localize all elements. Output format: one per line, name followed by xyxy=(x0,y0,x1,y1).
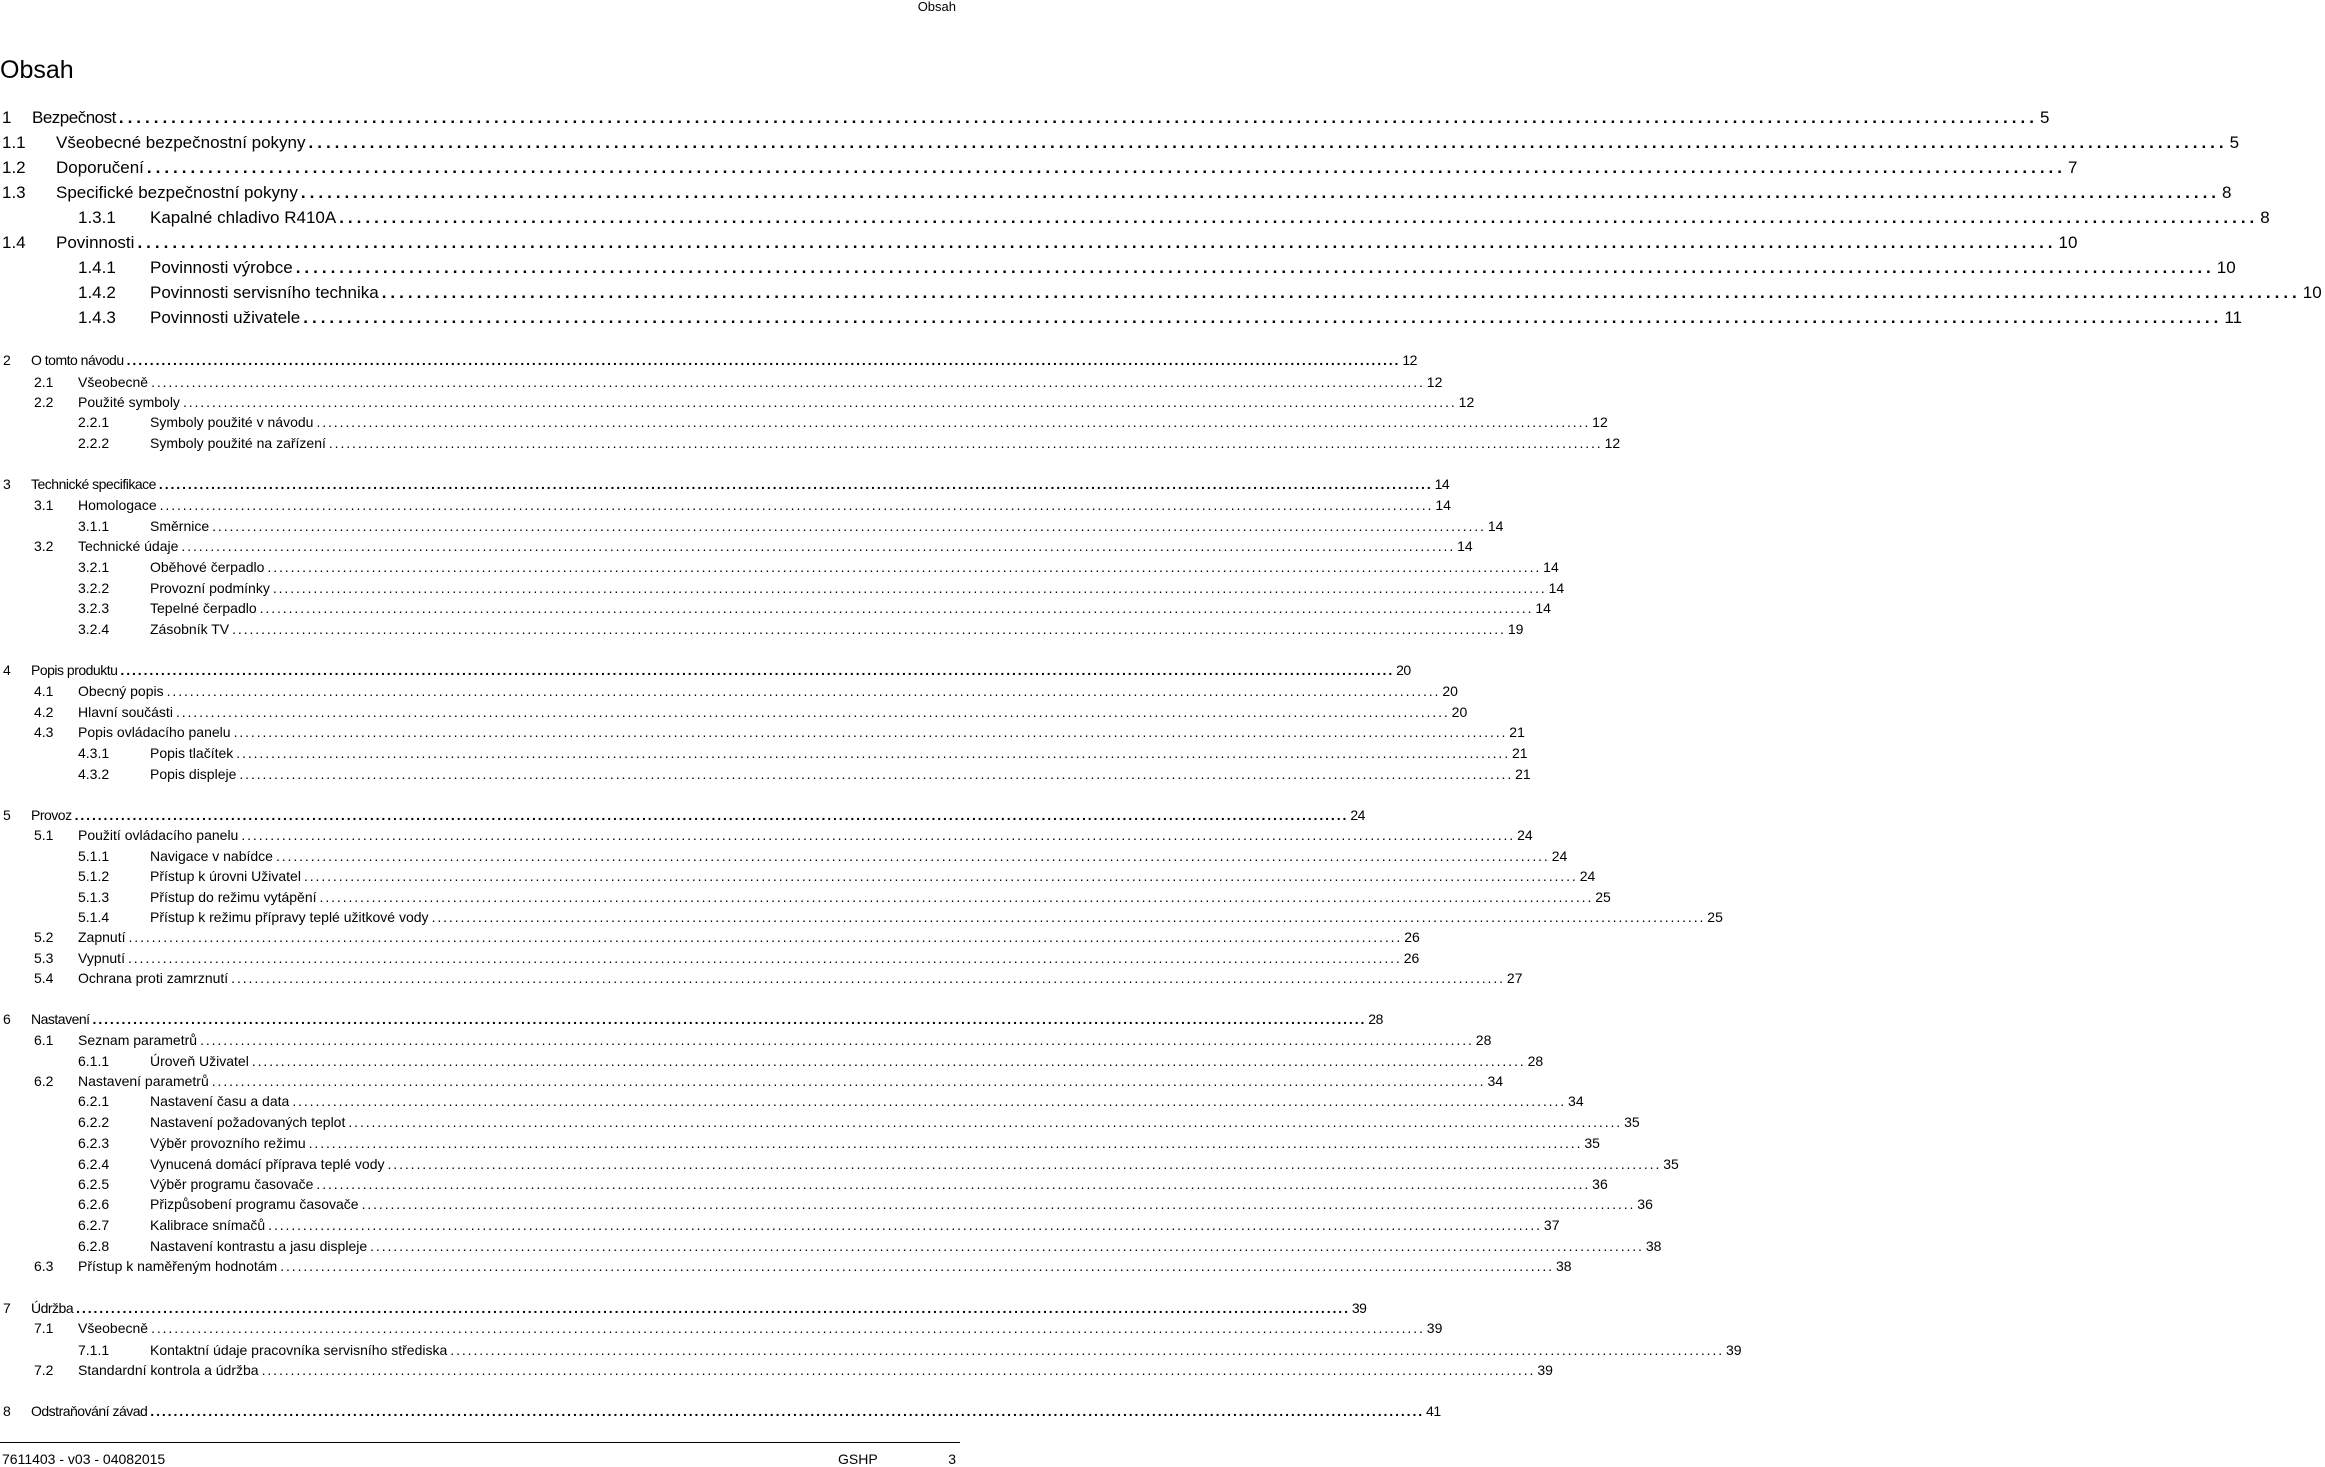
toc-entry-number: 4 xyxy=(3,662,11,678)
toc-entry[interactable] xyxy=(0,283,2322,303)
toc-entry-page: 24 xyxy=(1517,827,1533,843)
toc-entry[interactable] xyxy=(0,662,1411,678)
toc-entry-title: Všeobecné bezpečnostní pokyny xyxy=(56,133,306,152)
toc-entry-page: 27 xyxy=(1506,970,1523,986)
toc-entry-title: Specifické bezpečnostní pokyny xyxy=(56,183,298,202)
toc-entry-page: 14 xyxy=(1543,559,1559,575)
toc-entry[interactable] xyxy=(0,308,2243,328)
toc-dot-leader: ............................................................................................................................................................................................................................ xyxy=(120,662,1395,678)
toc-entry-number: 6.2.4 xyxy=(78,1156,110,1172)
toc-entry-title: Povinnosti servisního technika xyxy=(150,283,379,302)
toc-entry-number: 6.2.7 xyxy=(78,1217,110,1233)
toc-dot-leader: ............................................................................................................................................................................................................................ xyxy=(316,414,1591,430)
toc-entry-number: 4.3 xyxy=(34,724,54,740)
toc-entry-page: 20 xyxy=(1442,683,1458,699)
toc-entry-title: Vynucená domácí příprava teplé vody xyxy=(150,1156,385,1172)
toc-dot-leader: ............................................................................................................................................................................................................................ xyxy=(450,1342,1725,1358)
toc-entry-page: 24 xyxy=(1579,868,1596,884)
toc-dot-leader: ............................................................................................................................................................................................................................ xyxy=(127,950,1402,966)
toc-entry-page: 34 xyxy=(1487,1073,1504,1089)
toc-entry-number: 2 xyxy=(3,352,11,368)
toc-entry[interactable] xyxy=(0,559,1559,575)
toc-entry-page: 12 xyxy=(1402,352,1417,368)
toc-entry-number: 6.1.1 xyxy=(78,1053,110,1069)
toc-entry-title: Symboly použité na zařízení xyxy=(150,435,326,451)
toc-entry-page: 34 xyxy=(1568,1093,1584,1109)
toc-entry-number: 1.3.1 xyxy=(78,208,116,227)
toc-entry-title: Zásobník TV xyxy=(150,621,230,637)
toc-entry[interactable] xyxy=(0,1135,1600,1151)
toc-dot-leader: ............................................................................................................................................................................................................................ xyxy=(137,233,2057,252)
toc-entry[interactable] xyxy=(0,1238,1662,1254)
toc-entry-title: Použití ovládacího panelu xyxy=(78,827,239,843)
toc-dot-leader: ............................................................................................................................................................................................................................ xyxy=(181,538,1456,554)
toc-entry[interactable] xyxy=(0,1362,1553,1378)
toc-entry[interactable] xyxy=(0,621,1524,637)
toc-entry-page: 19 xyxy=(1507,621,1524,637)
toc-entry-number: 5.4 xyxy=(34,970,54,986)
toc-entry-page: 7 xyxy=(2067,158,2078,177)
toc-entry-number: 6 xyxy=(3,1011,11,1027)
toc-entry-page: 12 xyxy=(1426,374,1443,390)
toc-dot-leader: ............................................................................................................................................................................................................................ xyxy=(267,559,1542,575)
toc-entry-page: 14 xyxy=(1434,476,1450,492)
toc-entry-title: Povinnosti uživatele xyxy=(150,308,301,327)
toc-entry[interactable] xyxy=(0,889,1611,905)
toc-entry[interactable] xyxy=(0,1300,1367,1316)
toc-entry[interactable] xyxy=(0,745,1528,761)
toc-entry[interactable] xyxy=(0,1032,1492,1048)
toc-entry[interactable] xyxy=(0,374,1443,390)
toc-entry-page: 8 xyxy=(2222,183,2232,202)
toc-entry[interactable] xyxy=(0,868,1596,884)
toc-entry-title: Odstraňování závad xyxy=(31,1403,148,1419)
toc-dot-leader: ............................................................................................................................................................................................................................ xyxy=(151,374,1425,390)
toc-entry-number: 5 xyxy=(3,807,11,823)
toc-entry[interactable] xyxy=(0,600,1551,616)
toc-entry-number: 4.3.1 xyxy=(78,745,110,761)
toc-entry-title: Povinnosti xyxy=(56,233,135,252)
toc-dot-leader: ............................................................................................................................................................................................................................ xyxy=(261,1362,1536,1378)
toc-dot-leader: ............................................................................................................................................................................................................................ xyxy=(166,683,1441,699)
toc-entry-title: Přizpůsobení programu časovače xyxy=(150,1196,359,1212)
toc-dot-leader: ............................................................................................................................................................................................................................ xyxy=(370,1238,1644,1254)
toc-entry[interactable] xyxy=(0,158,2078,178)
toc-entry-title: Nastavení kontrastu a jasu displeje xyxy=(150,1238,368,1254)
toc-entry-page: 5 xyxy=(2039,108,2050,127)
toc-dot-leader: ............................................................................................................................................................................................................................ xyxy=(319,889,1594,905)
toc-entry-page: 35 xyxy=(1624,1114,1640,1130)
toc-entry-page: 14 xyxy=(1487,518,1504,534)
toc-entry-number: 1.2 xyxy=(2,158,26,177)
toc-entry-number: 6.2.2 xyxy=(78,1114,110,1130)
toc-entry-page: 41 xyxy=(1426,1403,1441,1419)
toc-entry-number: 5.1.1 xyxy=(78,848,110,864)
toc-entry-title: Obecný popis xyxy=(78,683,164,699)
toc-entry[interactable] xyxy=(0,108,2050,128)
toc-entry-title: Výběr programu časovače xyxy=(150,1176,314,1192)
toc-entry-page: 28 xyxy=(1527,1053,1544,1069)
toc-entry-number: 1.4.1 xyxy=(78,258,116,277)
toc-dot-leader: ............................................................................................................................................................................................................................ xyxy=(268,1217,1542,1233)
page-number: 3 xyxy=(948,1451,956,1467)
toc-entry-page: 24 xyxy=(1350,807,1365,823)
toc-dot-leader: ............................................................................................................................................................................................................................ xyxy=(211,1073,1486,1089)
toc-entry-page: 36 xyxy=(1637,1196,1653,1212)
toc-entry[interactable] xyxy=(0,1342,1742,1358)
toc-entry-number: 6.2.8 xyxy=(78,1238,110,1254)
toc-entry-number: 3.2 xyxy=(34,538,54,554)
toc-dot-leader: ............................................................................................................................................................................................................................ xyxy=(76,1300,1350,1316)
toc-entry-title: Všeobecně xyxy=(78,1320,149,1336)
toc-entry[interactable] xyxy=(0,1114,1640,1130)
toc-dot-leader: ............................................................................................................................................................................................................................ xyxy=(361,1196,1636,1212)
toc-entry-number: 4.3.2 xyxy=(78,766,110,782)
toc-entry[interactable] xyxy=(0,970,1523,986)
toc-entry-number: 3.1 xyxy=(34,497,54,513)
toc-entry-number: 1 xyxy=(2,108,12,127)
toc-dot-leader: ............................................................................................................................................................................................................................ xyxy=(231,970,1505,986)
toc-entry[interactable] xyxy=(0,704,1468,720)
toc-entry-title: Kontaktní údaje pracovníka servisního střediska xyxy=(150,1342,448,1358)
toc-dot-leader: ............................................................................................................................................................................................................................ xyxy=(151,1320,1425,1336)
toc-entry-title: Seznam parametrů xyxy=(78,1032,198,1048)
toc-dot-leader: ............................................................................................................................................................................................................................ xyxy=(212,518,1486,534)
toc-entry-page: 10 xyxy=(2216,258,2236,277)
toc-entry[interactable] xyxy=(0,1093,1584,1109)
toc-entry-title: Technické specifikace xyxy=(31,476,156,492)
toc-entry-title: Použité symboly xyxy=(78,394,180,410)
toc-entry[interactable] xyxy=(0,683,1458,699)
toc-dot-leader: ............................................................................................................................................................................................................................ xyxy=(295,258,2215,277)
toc-entry-title: Ochrana proti zamrznutí xyxy=(78,970,229,986)
toc-entry-page: 12 xyxy=(1592,414,1608,430)
toc-entry-page: 35 xyxy=(1663,1156,1679,1172)
toc-entry-number: 5.1 xyxy=(34,827,54,843)
toc-entry-title: Nastavení xyxy=(31,1011,90,1027)
toc-dot-leader: ............................................................................................................................................................................................................................ xyxy=(292,1093,1567,1109)
toc-entry-number: 2.1 xyxy=(34,374,54,390)
toc-entry-number: 1.1 xyxy=(2,133,26,152)
toc-dot-leader: ............................................................................................................................................................................................................................ xyxy=(300,183,2221,202)
toc-entry-title: Přístup k naměřeným hodnotám xyxy=(78,1258,278,1274)
toc-entry[interactable] xyxy=(0,1073,1504,1089)
toc-entry-title: Hlavní součásti xyxy=(78,704,173,720)
toc-entry-number: 5.1.3 xyxy=(78,889,110,905)
toc-entry-number: 5.1.4 xyxy=(78,909,110,925)
toc-entry-title: O tomto návodu xyxy=(31,352,124,368)
toc-dot-leader: ............................................................................................................................................................................................................................ xyxy=(259,600,1534,616)
toc-entry-number: 1.4.2 xyxy=(78,283,116,302)
toc-entry-title: Tepelné čerpadlo xyxy=(150,600,257,616)
toc-entry-number: 1.3 xyxy=(2,183,26,202)
toc-dot-leader: ............................................................................................................................................................................................................................ xyxy=(150,1403,1425,1419)
toc-entry[interactable] xyxy=(0,1196,1653,1212)
toc-entry-title: Provozní podmínky xyxy=(150,580,270,596)
running-header: Obsah xyxy=(917,0,956,14)
toc-entry[interactable] xyxy=(0,724,1525,740)
page-title: Obsah xyxy=(0,56,74,84)
toc-dot-leader: ............................................................................................................................................................................................................................ xyxy=(308,133,2228,152)
toc-entry-page: 21 xyxy=(1512,745,1528,761)
toc-entry[interactable] xyxy=(0,352,1417,368)
toc-entry[interactable] xyxy=(0,1156,1679,1172)
toc-dot-leader: ............................................................................................................................................................................................................................ xyxy=(232,621,1506,637)
toc-dot-leader: ............................................................................................................................................................................................................................ xyxy=(128,929,1403,945)
toc-entry-page: 21 xyxy=(1515,766,1531,782)
toc-entry-title: Homologace xyxy=(78,497,157,513)
toc-entry[interactable] xyxy=(0,183,2232,203)
toc-entry-page: 24 xyxy=(1551,848,1568,864)
toc-dot-leader: ............................................................................................................................................................................................................................ xyxy=(126,352,1401,368)
toc-entry-page: 38 xyxy=(1555,1258,1572,1274)
toc-entry-number: 6.2 xyxy=(34,1073,54,1089)
toc-entry[interactable] xyxy=(0,518,1504,534)
product-name: GSHP xyxy=(838,1451,878,1467)
toc-entry-page: 25 xyxy=(1707,909,1723,925)
toc-dot-leader: ............................................................................................................................................................................................................................ xyxy=(175,704,1450,720)
toc-entry-number: 7.1.1 xyxy=(78,1342,110,1358)
toc-dot-leader: ............................................................................................................................................................................................................................ xyxy=(158,476,1433,492)
toc-entry-page: 39 xyxy=(1351,1300,1367,1316)
toc-dot-leader: ............................................................................................................................................................................................................................ xyxy=(182,394,1457,410)
toc-entry-title: Směrnice xyxy=(150,518,210,534)
toc-entry-title: Výběr provozního režimu xyxy=(150,1135,306,1151)
toc-entry-title: Provoz xyxy=(31,807,72,823)
toc-dot-leader: ............................................................................................................................................................................................................................ xyxy=(328,435,1603,451)
toc-entry[interactable] xyxy=(0,929,1420,945)
toc-entry-title: Standardní kontrola a údržba xyxy=(78,1362,259,1378)
toc-dot-leader: ............................................................................................................................................................................................................................ xyxy=(275,848,1550,864)
toc-dot-leader: ............................................................................................................................................................................................................................ xyxy=(74,807,1349,823)
toc-entry-page: 26 xyxy=(1404,929,1420,945)
toc-entry[interactable] xyxy=(0,476,1450,492)
toc-entry-title: Přístup k režimu přípravy teplé užitkové vody xyxy=(150,909,429,925)
toc-entry-title: Všeobecně xyxy=(78,374,149,390)
toc-dot-leader: ............................................................................................................................................................................................................................ xyxy=(303,308,2223,327)
toc-entry-number: 3.2.4 xyxy=(78,621,110,637)
toc-entry-page: 14 xyxy=(1548,580,1565,596)
toc-entry[interactable] xyxy=(0,807,1365,823)
toc-entry-number: 4.1 xyxy=(34,683,54,699)
toc-entry-title: Kalibrace snímačů xyxy=(150,1217,266,1233)
toc-entry-title: Přístup k úrovni Uživatel xyxy=(150,868,301,884)
toc-dot-leader: ............................................................................................................................................................................................................................ xyxy=(280,1258,1554,1274)
toc-dot-leader: ............................................................................................................................................................................................................................ xyxy=(348,1114,1623,1130)
toc-entry-page: 39 xyxy=(1537,1362,1553,1378)
toc-entry-page: 35 xyxy=(1584,1135,1600,1151)
toc-entry[interactable] xyxy=(0,538,1473,554)
toc-entry-number: 2.2.1 xyxy=(78,414,110,430)
toc-entry-page: 26 xyxy=(1403,950,1420,966)
toc-entry-number: 1.4.3 xyxy=(78,308,116,327)
toc-entry[interactable] xyxy=(0,766,1531,782)
toc-dot-leader: ............................................................................................................................................................................................................................ xyxy=(251,1053,1526,1069)
toc-dot-leader: ............................................................................................................................................................................................................................ xyxy=(241,827,1516,843)
toc-entry-number: 2.2.2 xyxy=(78,435,110,451)
toc-entry-number: 7.2 xyxy=(34,1362,54,1378)
toc-entry-page: 10 xyxy=(2058,233,2078,252)
toc-entry-number: 6.3 xyxy=(34,1258,54,1274)
toc-entry-title: Symboly použité v návodu xyxy=(150,414,314,430)
toc-entry-number: 6.2.3 xyxy=(78,1135,110,1151)
toc-entry-page: 14 xyxy=(1435,497,1451,513)
toc-entry-number: 3.2.3 xyxy=(78,600,110,616)
toc-dot-leader: ............................................................................................................................................................................................................................ xyxy=(308,1135,1583,1151)
toc-entry-page: 39 xyxy=(1726,1342,1742,1358)
toc-entry[interactable] xyxy=(0,827,1533,843)
toc-entry-page: 28 xyxy=(1368,1011,1383,1027)
toc-entry[interactable] xyxy=(0,497,1451,513)
toc-entry-title: Zapnutí xyxy=(78,929,126,945)
toc-entry-number: 2.2 xyxy=(34,394,54,410)
toc-entry-number: 5.2 xyxy=(34,929,54,945)
toc-entry-page: 21 xyxy=(1509,724,1525,740)
toc-entry-number: 5.1.2 xyxy=(78,868,110,884)
toc-entry-page: 20 xyxy=(1451,704,1468,720)
toc-dot-leader: ............................................................................................................................................................................................................................ xyxy=(272,580,1547,596)
toc-entry-number: 3.2.1 xyxy=(78,559,110,575)
toc-dot-leader: ............................................................................................................................................................................................................................ xyxy=(146,158,2066,177)
toc-entry-title: Bezpečnost xyxy=(32,108,116,127)
toc-dot-leader: ............................................................................................................................................................................................................................ xyxy=(239,766,1514,782)
toc-dot-leader: ............................................................................................................................................................................................................................ xyxy=(233,724,1508,740)
toc-entry[interactable] xyxy=(0,848,1568,864)
toc-entry-title: Nastavení požadovaných teplot xyxy=(150,1114,346,1130)
toc-entry-title: Údržba xyxy=(31,1300,74,1316)
toc-entry-page: 10 xyxy=(2302,283,2322,302)
toc-dot-leader: ............................................................................................................................................................................................................................ xyxy=(236,745,1510,761)
toc-entry-number: 6.2.6 xyxy=(78,1196,110,1212)
toc-entry-number: 7 xyxy=(3,1300,11,1316)
page-footer xyxy=(0,1442,960,1465)
toc-entry-number: 6.2.1 xyxy=(78,1093,110,1109)
toc-entry[interactable] xyxy=(0,233,2078,253)
toc-dot-leader: ............................................................................................................................................................................................................................ xyxy=(387,1156,1662,1172)
toc-entry-title: Popis tlačítek xyxy=(150,745,234,761)
toc-dot-leader: ............................................................................................................................................................................................................................ xyxy=(381,283,2301,302)
toc-entry-title: Nastavení parametrů xyxy=(78,1073,209,1089)
toc-dot-leader: ............................................................................................................................................................................................................................ xyxy=(303,868,1578,884)
toc-entry-number: 4.2 xyxy=(34,704,54,720)
toc-entry-title: Navigace v nabídce xyxy=(150,848,273,864)
toc-dot-leader: ............................................................................................................................................................................................................................ xyxy=(431,909,1706,925)
toc-entry-page: 36 xyxy=(1592,1176,1608,1192)
toc-entry-number: 6.1 xyxy=(34,1032,54,1048)
toc-entry-page: 12 xyxy=(1604,435,1621,451)
toc-entry-title: Kapalné chladivo R410A xyxy=(150,208,337,227)
toc-entry-title: Popis displeje xyxy=(150,766,237,782)
toc-entry-number: 7.1 xyxy=(34,1320,54,1336)
toc-entry-page: 8 xyxy=(2260,208,2270,227)
toc-entry-number: 1.4 xyxy=(2,233,26,252)
toc-entry[interactable] xyxy=(0,1176,1608,1192)
toc-dot-leader: ............................................................................................................................................................................................................................ xyxy=(159,497,1434,513)
toc-entry[interactable] xyxy=(0,133,2240,153)
toc-entry-page: 38 xyxy=(1645,1238,1662,1254)
toc-entry-page: 39 xyxy=(1426,1320,1443,1336)
document-code: 7611403 - v03 - 04082015 xyxy=(2,1451,166,1467)
toc-entry[interactable] xyxy=(0,1258,1572,1274)
toc-dot-leader: ............................................................................................................................................................................................................................ xyxy=(339,208,2259,227)
toc-entry-page: 37 xyxy=(1543,1217,1560,1233)
toc-entry[interactable] xyxy=(0,1011,1383,1027)
toc-entry[interactable] xyxy=(0,258,2236,278)
toc-entry-title: Popis produktu xyxy=(31,662,118,678)
toc-entry-page: 14 xyxy=(1457,538,1473,554)
toc-entry[interactable] xyxy=(0,909,1723,925)
toc-entry[interactable] xyxy=(0,580,1565,596)
toc-entry[interactable] xyxy=(0,1320,1443,1336)
toc-dot-leader: ............................................................................................................................................................................................................................ xyxy=(200,1032,1474,1048)
toc-entry-title: Technické údaje xyxy=(78,538,179,554)
toc-entry-title: Vypnutí xyxy=(78,950,125,966)
toc-entry-page: 25 xyxy=(1595,889,1611,905)
toc-entry[interactable] xyxy=(0,1053,1544,1069)
toc-entry-number: 3 xyxy=(3,476,11,492)
toc-entry[interactable] xyxy=(0,208,2270,228)
toc-entry-title: Povinnosti výrobce xyxy=(150,258,293,277)
toc-entry-page: 12 xyxy=(1458,394,1475,410)
toc-entry-number: 5.3 xyxy=(34,950,54,966)
toc-entry-title: Nastavení času a data xyxy=(150,1093,290,1109)
toc-entry-page: 20 xyxy=(1396,662,1411,678)
toc-entry-page: 11 xyxy=(2224,308,2243,327)
toc-entry-title: Doporučení xyxy=(56,158,144,177)
toc-dot-leader: ............................................................................................................................................................................................................................ xyxy=(118,108,2038,127)
toc-entry[interactable] xyxy=(0,1217,1560,1233)
toc-dot-leader: ............................................................................................................................................................................................................................ xyxy=(316,1176,1591,1192)
toc-entry-title: Popis ovládacího panelu xyxy=(78,724,231,740)
toc-entry-title: Přístup do režimu vytápění xyxy=(150,889,317,905)
toc-entry[interactable] xyxy=(0,435,1621,451)
toc-entry[interactable] xyxy=(0,394,1475,410)
toc-entry-number: 8 xyxy=(3,1403,11,1419)
toc-entry[interactable] xyxy=(0,1403,1441,1419)
toc-entry-number: 6.2.5 xyxy=(78,1176,110,1192)
toc-entry-title: Úroveň Uživatel xyxy=(150,1053,249,1069)
toc-entry-number: 3.2.2 xyxy=(78,580,110,596)
toc-entry[interactable] xyxy=(0,414,1608,430)
toc-entry-page: 28 xyxy=(1475,1032,1492,1048)
toc-entry[interactable] xyxy=(0,950,1420,966)
toc-entry-page: 5 xyxy=(2229,133,2240,152)
toc-entry-page: 14 xyxy=(1535,600,1551,616)
toc-dot-leader: ............................................................................................................................................................................................................................ xyxy=(92,1011,1367,1027)
toc-entry-number: 3.1.1 xyxy=(78,518,110,534)
toc-entry-title: Oběhové čerpadlo xyxy=(150,559,265,575)
